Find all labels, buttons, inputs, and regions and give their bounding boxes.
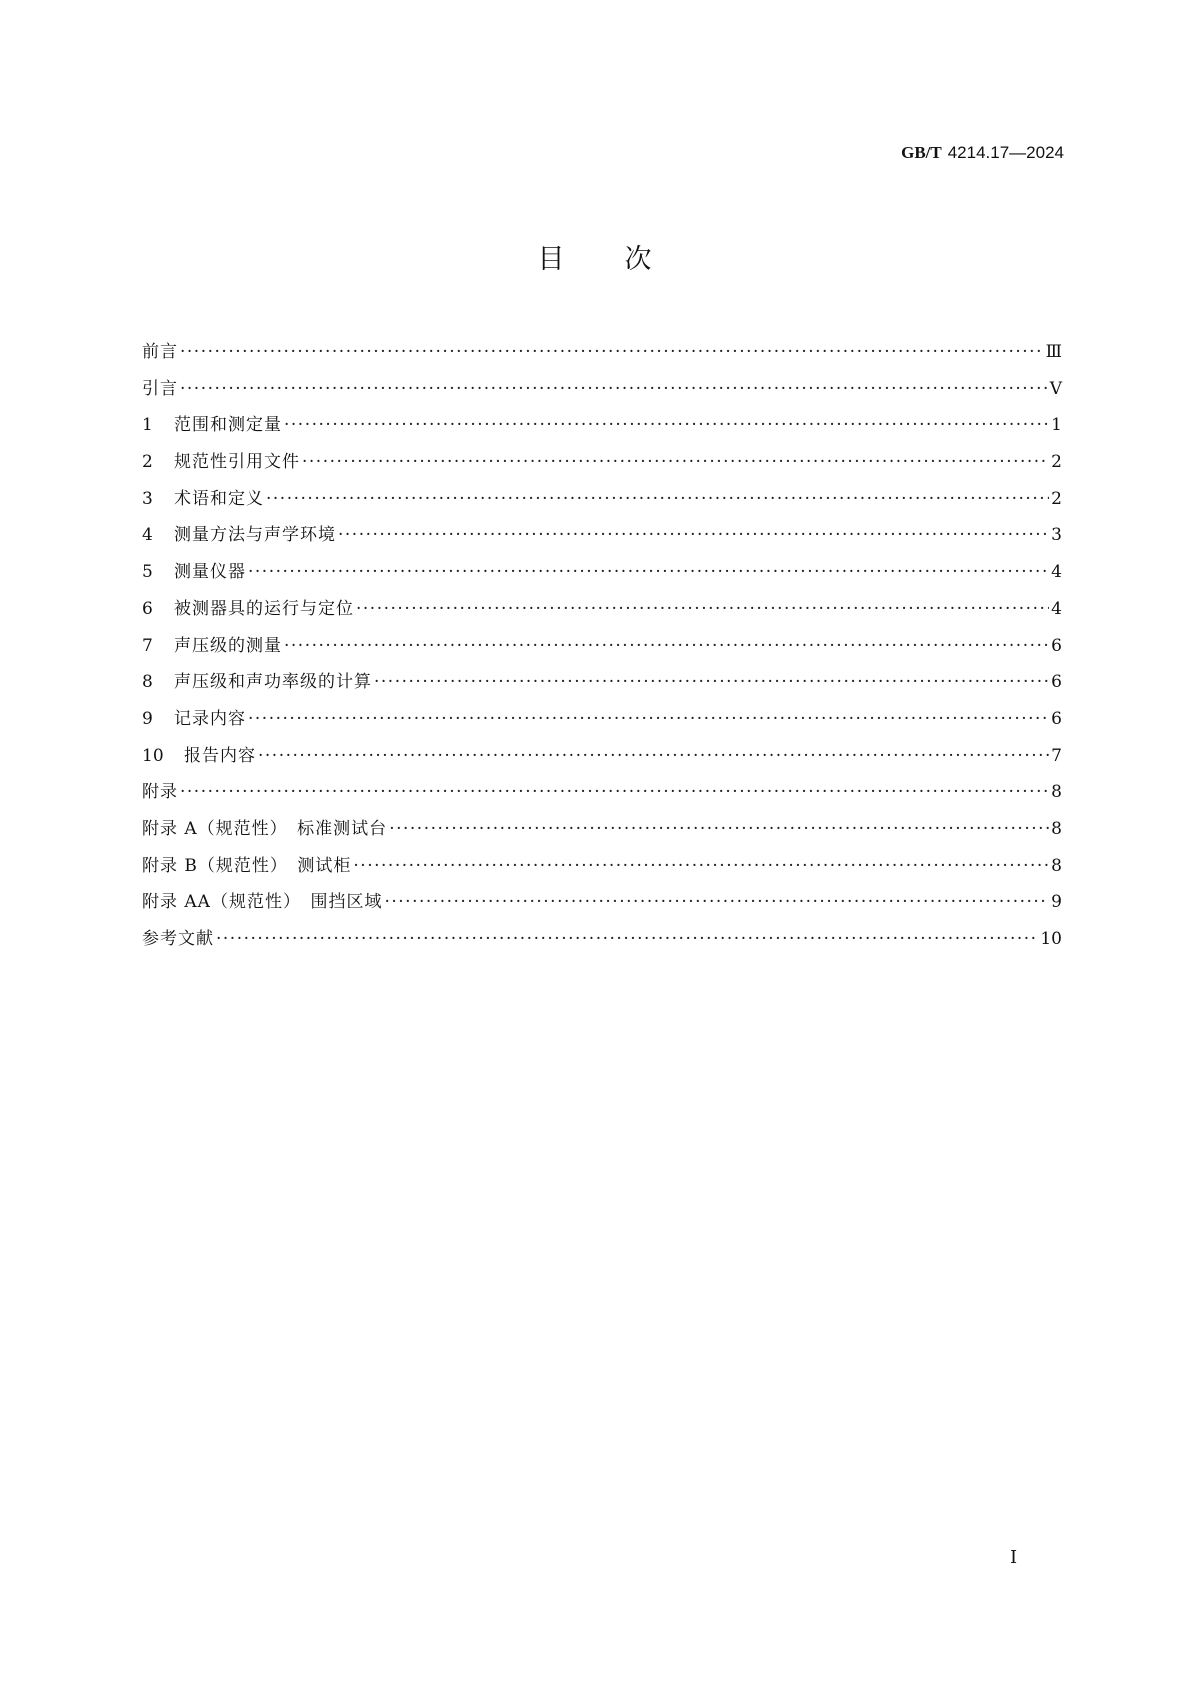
toc-entry-label: 前言 (142, 342, 178, 362)
toc-leader-dots (180, 780, 1049, 804)
toc-entry[interactable] (142, 340, 1062, 377)
toc-leader-dots (374, 670, 1049, 694)
toc-entry-label: 参考文献 (142, 929, 214, 949)
toc-entry-page: Ⅲ (1045, 342, 1062, 362)
toc-entry-label: 附录 (142, 782, 178, 803)
toc-entry[interactable] (142, 707, 1062, 744)
toc-entry[interactable] (142, 744, 1062, 781)
standard-number (901, 143, 1064, 163)
toc-leader-dots (180, 377, 1048, 401)
toc-entry-label: 被测器具的运行与定位 (174, 598, 354, 619)
toc-entry-page: 4 (1051, 562, 1062, 583)
toc-entry-page: 1 (1051, 415, 1062, 436)
toc-entry-number: 2 (142, 452, 153, 473)
toc-entry-label: 记录内容 (174, 708, 246, 729)
toc-entry[interactable] (142, 523, 1062, 560)
toc-entry-label: 规范性引用文件 (174, 452, 300, 473)
toc-leader-dots (266, 487, 1049, 511)
toc-entry-page: 2 (1051, 488, 1062, 509)
toc-entry[interactable] (142, 927, 1062, 964)
standard-code: 4214.17—2024 (947, 143, 1064, 162)
toc-title-char-1: 目 (537, 244, 567, 275)
toc-entry[interactable] (142, 487, 1062, 524)
toc-entry[interactable] (142, 854, 1062, 891)
toc-entry-page: 4 (1051, 598, 1062, 619)
toc-entry-page: 3 (1051, 525, 1062, 546)
toc-entry-page: 6 (1051, 672, 1062, 693)
toc-entry[interactable] (142, 634, 1062, 671)
toc-entry-number: 4 (142, 525, 153, 546)
toc-leader-dots (353, 854, 1049, 878)
toc-entry-page: 6 (1051, 635, 1062, 656)
toc-entry-label: 报告内容 (184, 745, 256, 766)
toc-entry-label: 引言 (142, 378, 178, 399)
toc-leader-dots (258, 744, 1049, 768)
toc-entry-page: 10 (1040, 929, 1062, 949)
toc-leader-dots (389, 817, 1049, 841)
toc-entry[interactable] (142, 597, 1062, 634)
toc-entry-label: 附录 A（规范性） 标准测试台 (142, 818, 388, 839)
toc-entry-label: 范围和测定量 (174, 415, 282, 436)
toc-leader-dots (384, 890, 1049, 914)
toc-entry[interactable] (142, 670, 1062, 707)
toc-entry-number: 8 (142, 672, 153, 693)
toc-entry[interactable] (142, 560, 1062, 597)
toc-entry-label: 测量方法与声学环境 (174, 525, 336, 546)
toc-leader-dots (248, 707, 1049, 731)
toc-entry-label: 声压级和声功率级的计算 (174, 672, 372, 693)
toc-leader-dots (284, 413, 1049, 437)
toc-entry-number: 3 (142, 488, 153, 509)
toc-entry-page: 6 (1051, 708, 1062, 729)
toc-entry-label: 测量仪器 (174, 562, 246, 583)
toc-entry-number: 9 (142, 708, 153, 729)
toc-entry-label: 声压级的测量 (174, 635, 282, 656)
toc-entry[interactable] (142, 450, 1062, 487)
toc-entry[interactable] (142, 817, 1062, 854)
toc-entry-label: 术语和定义 (174, 488, 264, 509)
toc-entry-number: 1 (142, 415, 153, 436)
toc-entry-page: 9 (1051, 892, 1062, 913)
toc-entry-number: 6 (142, 598, 153, 619)
toc-entry-number: 5 (142, 562, 153, 583)
toc-leader-dots (284, 634, 1049, 658)
toc-entry-page: 8 (1051, 855, 1062, 876)
toc-leader-dots (216, 927, 1038, 951)
toc-entry-number: 7 (142, 635, 153, 656)
toc-entry-number: 10 (142, 745, 164, 766)
toc-leader-dots (356, 597, 1049, 621)
table-of-contents (142, 340, 1062, 964)
toc-entry-page: 8 (1051, 782, 1062, 803)
toc-leader-dots (248, 560, 1049, 584)
toc-entry[interactable] (142, 413, 1062, 450)
toc-entry[interactable] (142, 890, 1062, 927)
toc-entry-page: 2 (1051, 452, 1062, 473)
toc-entry-label: 附录 AA（规范性） 围挡区域 (142, 892, 383, 913)
toc-leader-dots (302, 450, 1049, 474)
toc-entry-page: 8 (1051, 818, 1062, 839)
toc-entry[interactable] (142, 377, 1062, 414)
page-number: Ⅰ (1010, 1547, 1018, 1568)
toc-leader-dots (180, 340, 1044, 364)
standard-prefix: GB/T (901, 143, 942, 162)
toc-entry-page: 7 (1051, 745, 1062, 766)
toc-entry[interactable] (142, 780, 1062, 817)
toc-entry-label: 附录 B（规范性） 测试柜 (142, 855, 352, 876)
toc-title-char-2: 次 (624, 244, 654, 275)
toc-entry-page: Ⅴ (1049, 378, 1062, 399)
toc-leader-dots (338, 523, 1049, 547)
toc-title (0, 244, 1191, 276)
